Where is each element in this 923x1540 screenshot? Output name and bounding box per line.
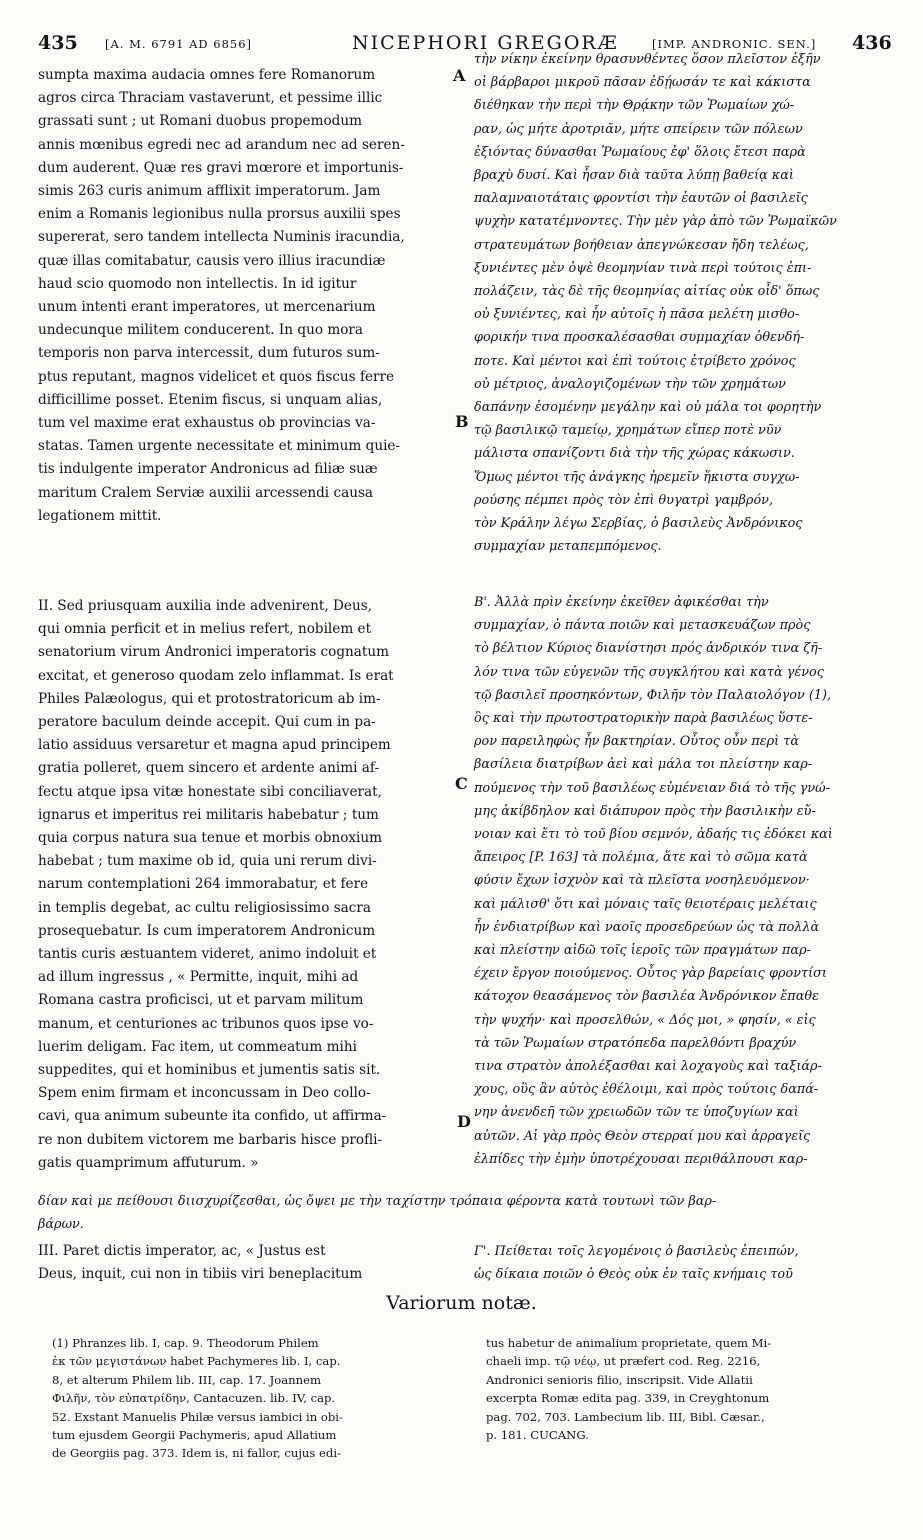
- margin-letter-a: A: [453, 66, 466, 85]
- greek-text-block-2: Β'. Ἀλλὰ πρὶν ἐκείνην ἐκεῖθεν ἀφικέσθαι τὴν συμμαχίαν, ὁ πάντα ποιῶν καὶ μετασκευάζων πρὸς τὸ βέλτιον Κύριος διανίστησι πρός ἀνδρικόν τινα ζῆ- λόν τινα τῶν εὐγενῶν τῆς συγκλήτου καὶ κατὰ γένος τῷ βασιλεῖ προσηκόντων, Φιλῆν τὸν Παλαιολόγον (1), ὃς καὶ τὴν πρωτοστρατορικὴν παρὰ βασιλέως ὕστε- ρον παρειληφὼς ἦν βακτηρίαν. Οὗτος οὖν περὶ τὰ βασίλεια διατρίβων ἀεὶ καὶ μάλα τοι πλείστην καρ- πούμενος τὴν τοῦ βασιλέως εὐμένειαν διά τὸ τῆς γνώ- μης ἀκίβδηλον καὶ διάπυρον πρὸς τὴν βασιλικὴν εὔ- νοιαν καὶ ἔτι τὸ τοῦ βίου σεμνόν, ἀδαής τις ἐδόκει καὶ ἄπειρος [P. 163] τὰ πολέμια, ἅτε καὶ τὸ σῶμα κατὰ φύσιν ἔχων ἰσχνὸν καὶ τὰ πλεῖστα νοσηλευόμενον· καὶ μάλισθ' ὅτι καὶ μόναις ταῖς θειοτέραις μελέταις ἦν ἐνδιατρίβων καὶ ναοῖς προσεδρεύων ὡς τὰ πολλὰ καὶ πλείστην αἰδῶ τοῖς ἱεροῖς τῶν πραγμάτων παρ- έχειν ἔργον ποιούμενος. Οὗτος γὰρ βαρείαις φροντίσι κάτοχον θεασάμενος τὸν βασιλέα Ἀνδρόνικον ἔπαθε τὴν ψυχήν· καὶ προσελθών, « Δός μοι, » φησίν, « εἰς τὰ τῶν Ῥωμαίων στρατόπεδα παρελθόντι βραχύν τινα στρατὸν ἀπολέξασθαι καὶ λοχαγοὺς καὶ ταξιάρ- χους, οὓς ἂν αὐτὸς ἐθέλοιμι, καὶ πρὸς τούτοις δαπά- νην ἀνενδεῆ τῶν χρειωδῶν τῶν τε ὑποζυγίων καὶ αὐτῶν. Αἱ γὰρ πρὸς Θεὸν στερραί μου καὶ ἀρραγεῖς ἐλπίδες τὴν ἐμὴν ὑποτρέχουσαι περιθάλπουσι καρ-: [474, 595, 833, 1167]
- header-years: [A. M. 6791 AD 6856]: [105, 37, 253, 51]
- margin-letter-c: C: [455, 774, 468, 793]
- margin-letter-d: D: [457, 1112, 471, 1131]
- latin-text-block-1: sumpta maxima audacia omnes fere Romanorum agros circa Thraciam vastaverunt, et pessime illic grassati sunt ; ut Romani duobus propemodum annis mœnibus egredi nec ad arandum nec ad seren- dum auderent. Quæ res gravi mœrore et importunis- simis 263 curis animum afflixit imperatorum. Jam enim a Romanis legionibus nulla prorsus auxilii spes supererat, sero tandem intellecta Numinis iracundia, quæ illas comitabatur, causis vero illius iracundiæ haud scio quomodo non intellectis. In id igitur unum intenti erant imperatores, ut mercenarium undecunque militem conducerent. In quo mora temporis non parva intercessit, dum futuros sum- ptus reputant, magnos videlicet et quos fiscus ferre difficillime posset. Etenim fiscus, si unquam alias, tum vel maxime erat exhaustus ob provincias va- statas. Tamen urgente necessitate et minimum quie- tis indulgente imperator Andronicus ad filiæ suæ maritum Cralem Serviæ auxilii arcessendi causa legationem mittit.: [38, 67, 405, 524]
- page-number-right: 436: [852, 32, 892, 54]
- greek-continuation: δίαν καὶ με πείθουσι διισχυρίζεσθαι, ὡς ὄψει με τὴν ταχίστην τρόπαια φέροντα κατὰ τουτωνὶ τῶν βαρ- βάρων.: [38, 1194, 717, 1233]
- latin-text-block-3: III. Paret dictis imperator, ac, « Justus est Deus, inquit, cui non in tibiis viri beneplacitum: [38, 1243, 363, 1283]
- header-title: NICEPHORI GREGORÆ: [352, 32, 619, 54]
- greek-text-block-1: τὴν νίκην ἐκείνην θρασυνθέντες ὅσον πλεῖστον ἐξῆν οἱ βάρβαροι μικροῦ πᾶσαν ἐδῄωσάν τε καὶ κάκιστα διέθηκαν τὴν περὶ τὴν Θρᾴκην τῶν Ῥωμαίων χώ- ραν, ὡς μήτε ἀροτριᾶν, μήτε σπείρειν τῶν πόλεων ἐξιόντας δύνασθαι Ῥωμαίους ἐφ' ὅλοις ἔτεσι παρὰ βραχὺ δυσί. Καὶ ἦσαν διὰ ταῦτα λύπῃ βαθείᾳ καὶ παλαμναιοτάταις φροντίσι τὴν ἑαυτῶν οἱ βασιλεῖς ψυχὴν κατατέμνοντες. Τὴν μὲν γὰρ ἀπὸ τῶν Ῥωμαϊκῶν στρατευμάτων βοήθειαν ἀπεγνώκεσαν ἤδη τελέως, ξυνιέντες μὲν ὀψὲ θεομηνίαν τινὰ περὶ τούτοις ἐπι- πολάζειν, τὰς δὲ τῆς θεομηνίας αἰτίας οὐκ οἶδ' ὅπως οὐ ξυνιέντες, καὶ ἦν αὐτοῖς ἡ πᾶσα μελέτη μισθο- φορικήν τινα προσκαλέσασθαι συμμαχίαν ὁθενδή- ποτε. Καὶ μέντοι καὶ ἐπὶ τούτοις ἐτρίβετο χρόνος οὐ μέτριος, ἀναλογιζομένων τὴν τῶν χρημάτων δαπάνην ἐσομένην μεγάλην καὶ οὐ μάλα τοι φορητὴν τῷ βασιλικῷ ταμείῳ, χρημάτων εἴπερ ποτὲ νῦν μάλιστα σπανίζοντι διὰ τὴν τῆς χώρας κάκωσιν. Ὅμως μέντοι τῆς ἀνάγκης ἠρεμεῖν ἥκιστα συγχω- ρούσης πέμπει πρὸς τὸν ἐπὶ θυγατρὶ γαμβρόν, τὸν Κράλην λέγω Σερβίας, ὁ βασιλεὺς Ἀνδρόνικος συμμαχίαν μεταπεμπόμενος.: [474, 52, 837, 555]
- note-right-column: tus habetur de animalium proprietate, quem Mi- chaeli imp. τῷ νέῳ, ut præfert cod. Reg. 2216, Andronici senioris filio, inscripsit. Vide Allatii excerpta Romæ edita pag. 339, in Creyghtonum pag. 702, 703. Lambecium lib. III, Bibl. Cæsar., p. 181. CUCANG.: [486, 1336, 772, 1443]
- header-section: [IMP. ANDRONIC. SEN.]: [652, 37, 817, 51]
- page-number-left: 435: [38, 32, 78, 54]
- margin-letter-b: B: [455, 412, 469, 431]
- greek-text-block-3: Γ'. Πείθεται τοῖς λεγομένοις ὁ βασιλεὺς ἐπειπών, ὡς δίκαια ποιῶν ὁ Θεὸς οὐκ ἐν ταῖς κνήμαις τοῦ: [474, 1244, 799, 1283]
- note-left-column: (1) Phranzes lib. I, cap. 9. Theodorum Philem ἐκ τῶν μεγιστάνων habet Pachymeres lib. I, cap. 8, et alterum Philem lib. III, cap. 17. Joannem Φιλῆν, τὸν εὐπατρίδην, Cantacuzen. lib. IV, cap. 52. Exstant Manuelis Philæ versus iambici in obi- tum ejusdem Georgii Pachymeris, apud Allatium de Georgiis pag. 373. Idem is, ni fallor, cujus edi-: [52, 1336, 343, 1461]
- notes-heading: Variorum notæ.: [386, 1292, 537, 1314]
- latin-text-block-2: II. Sed priusquam auxilia inde advenirent, Deus, qui omnia perficit et in melius refert, nobilem et senatorium virum Andronici imperatoris cognatum excitat, et generoso quodam zelo inflammat. Is erat Philes Palæologus, qui et protostratoricum ab im- peratore baculum deinde accepit. Qui cum in pa- latio assiduus versaretur et magna apud principem gratia polleret, quem sincero et ardente animi af- fectu atque ipsa vitæ honestate sibi conciliaverat, ignarus et imperitus rei militaris habebatur ; tum quia corpus natura sua tenue et morbis obnoxium habebat ; tum maxime ob id, quia uni rerum divi- narum contemplationi 264 immorabatur, et fere in templis degebat, ac cultu religiosissimo sacra prosequebatur. Is cum imperatorem Andronicum tantis curis æstuantem videret, animo indoluit et ad illum ingressus , « Permitte, inquit, mihi ad Romana castra proficisci, ut et parvam militum manum, et centuriones ac tribunos quos ipse vo- luerim deligam. Fac item, ut commeatum mihi suppedites, qui et hominibus et jumentis satis sit. Spem enim firmam et inconcussam in Deo collo- cavi, qua animum subeunte ita confido, ut affirma- re non dubitem victorem me barbaris hisce profli- gatis quamprimum affuturum. »: [38, 598, 394, 1171]
